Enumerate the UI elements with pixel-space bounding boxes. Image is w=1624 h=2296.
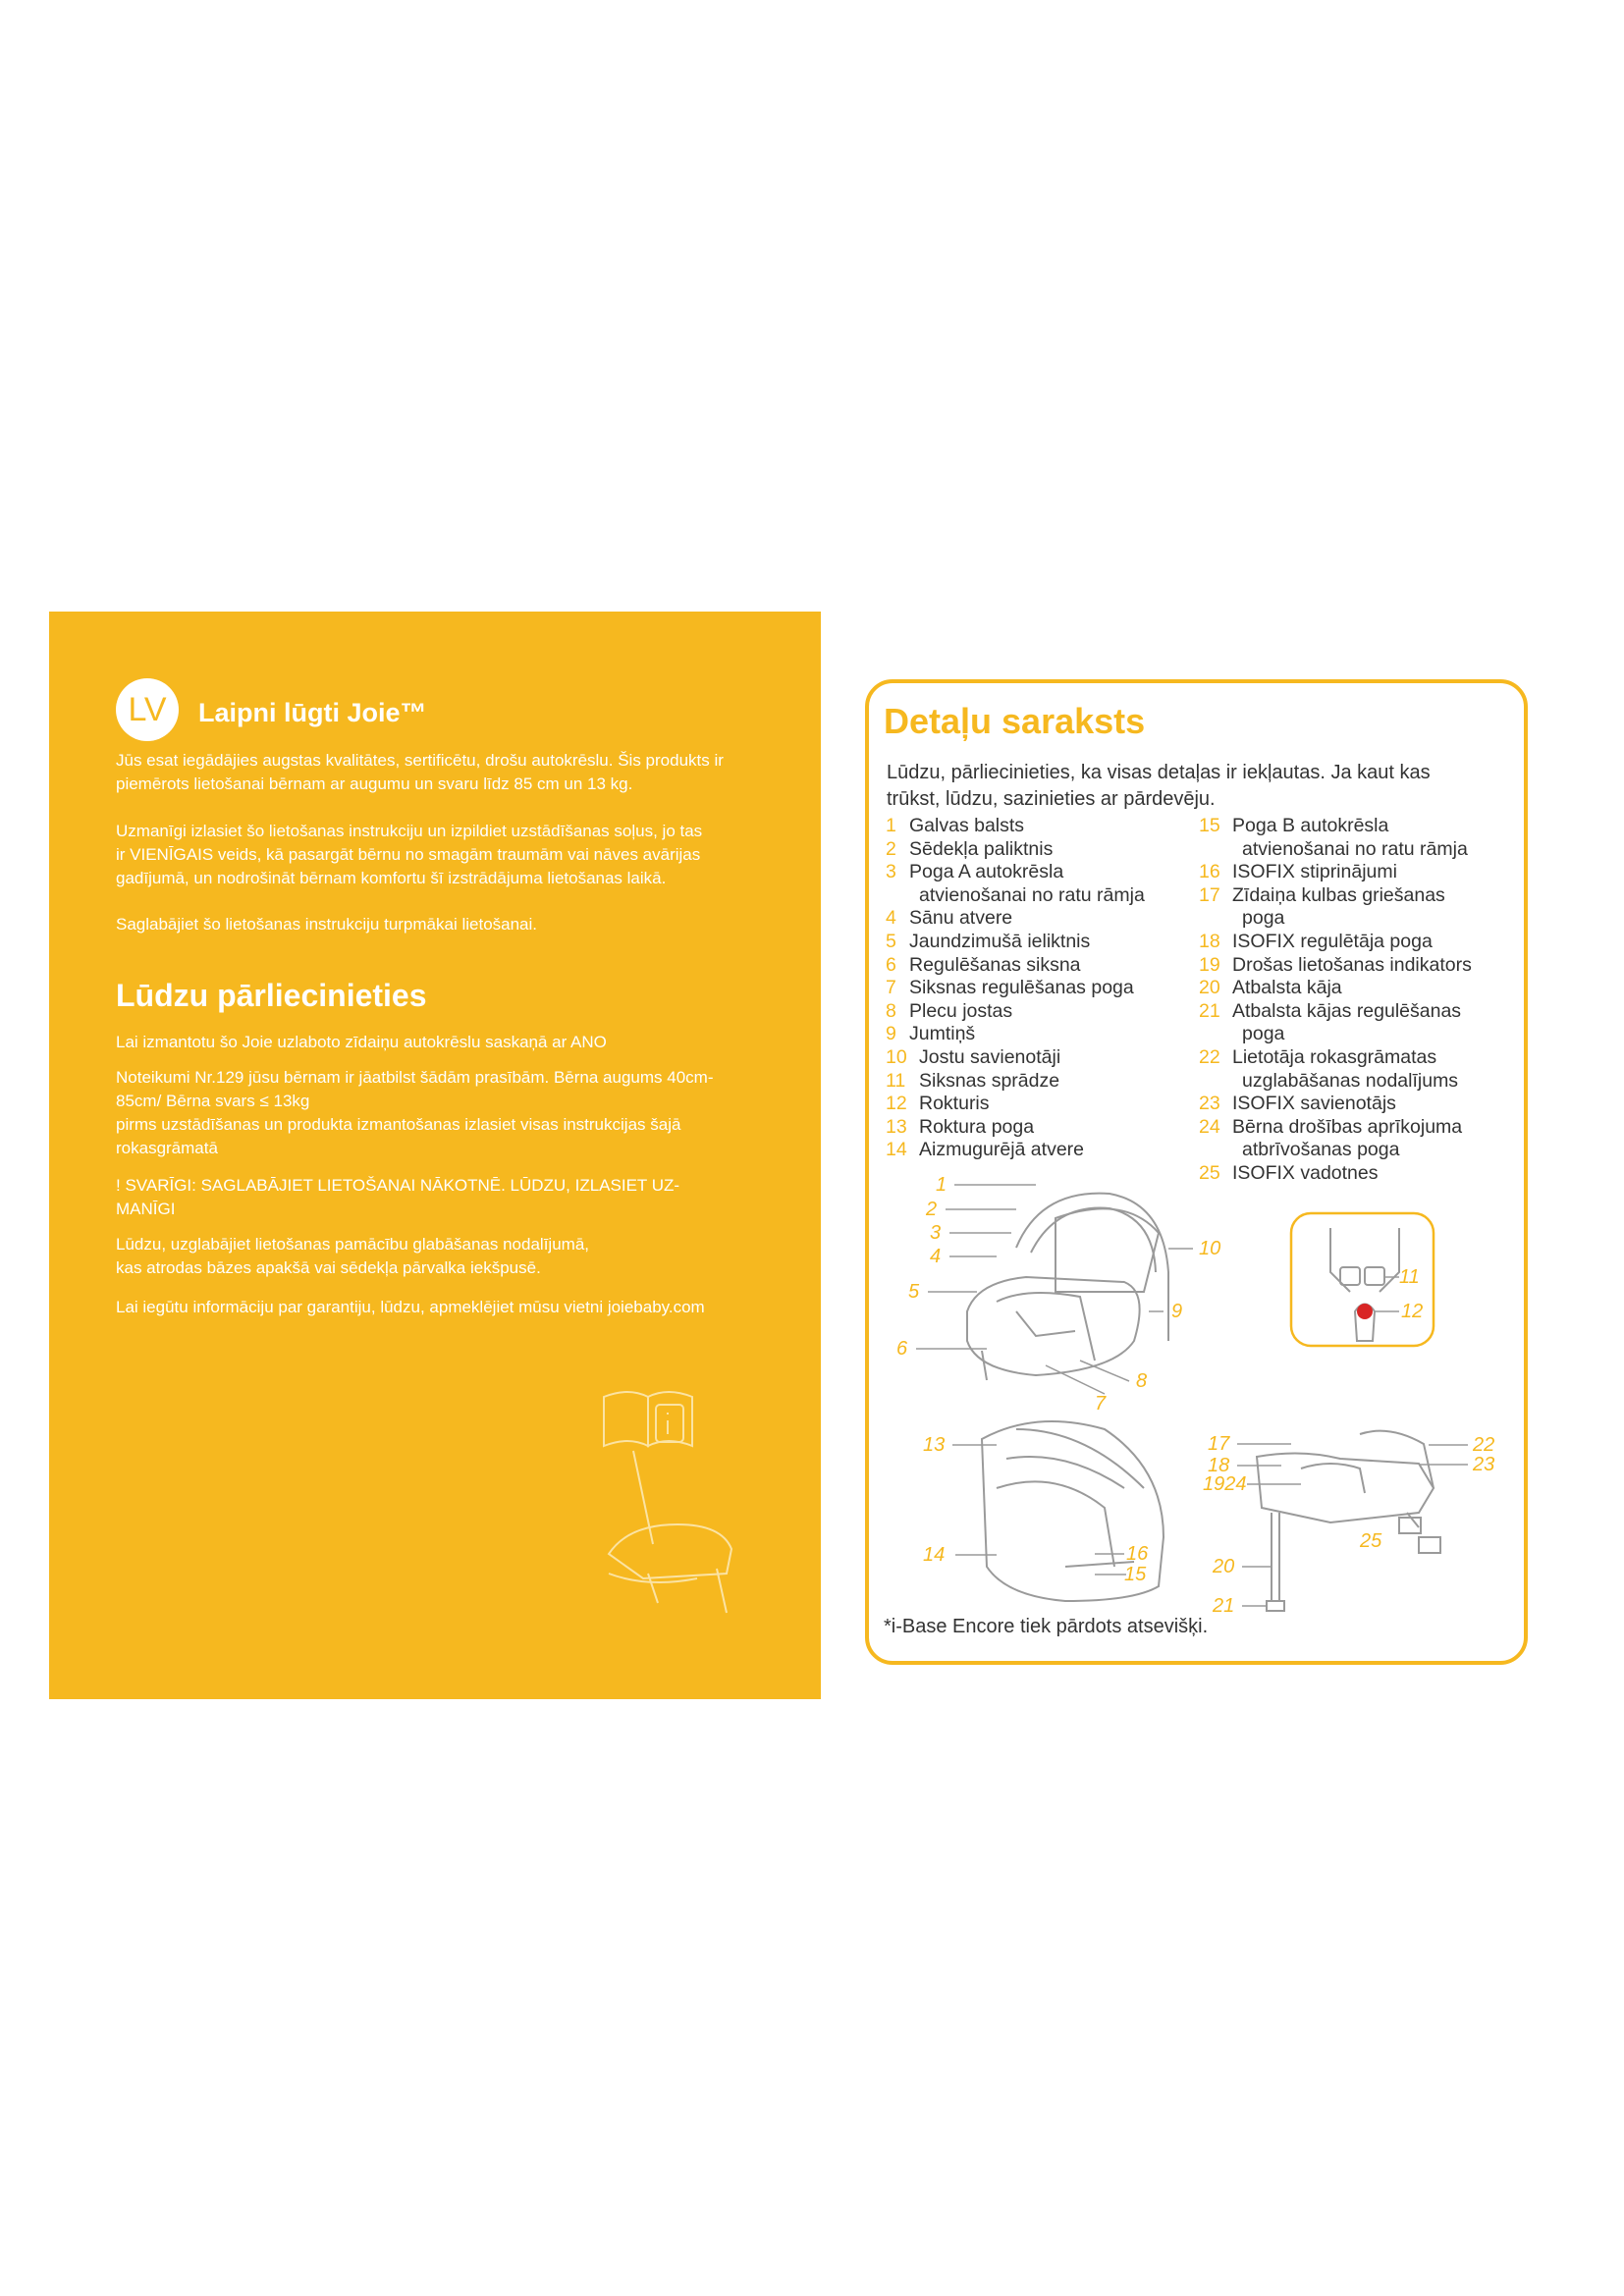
part-number: 1 — [886, 815, 896, 836]
part-number: 15 — [1199, 815, 1220, 836]
callout-label: 7 — [1095, 1393, 1107, 1415]
instructions-line-1: Uzmanīgi izlasiet šo lietošanas instrukciju un izpildiet uzstādīšanas soļus, jo tas — [116, 822, 703, 840]
part-label-continued: atvienošanai no ratu rāmja — [1242, 837, 1468, 860]
intro-line-2: piemērots lietošanai bērnam ar augumu un svaru līdz 85 cm un 13 kg. — [116, 774, 633, 793]
part-number: 13 — [886, 1115, 907, 1138]
part-number: 20 — [1199, 977, 1220, 999]
rules-line-1: Noteikumi Nr.129 jūsu bērnam ir jāatbilst šādām prasībām. Bērna augums 40cm- — [116, 1068, 714, 1087]
storage-line-2: kas atrodas bāzes apakšā vai sēdekļa pārvalka iekšpusē. — [116, 1258, 541, 1277]
callout-label: 15 — [1124, 1564, 1147, 1585]
parts-list-title: Detaļu saraksts — [884, 701, 1146, 741]
instructions-line-2: ir VIENĪGAIS veids, kā pasargāt bērnu no smagām traumām vai nāves avārijas — [116, 845, 701, 864]
callout-label: 20 — [1213, 1556, 1235, 1577]
callout-label: 11 — [1399, 1266, 1420, 1288]
part-label: Poga B autokrēsla — [1232, 815, 1389, 836]
part-number: 21 — [1199, 999, 1220, 1022]
parts-list-card — [865, 679, 1528, 1665]
callout-label: 1924 — [1203, 1473, 1247, 1495]
part-label: Aizmugurējā atvere — [919, 1139, 1084, 1161]
callout-label: 2 — [926, 1199, 938, 1220]
part-label: ISOFIX stiprinājumi — [1232, 861, 1397, 883]
important-line-2: MANĪGI — [116, 1200, 176, 1218]
part-number: 9 — [886, 1023, 896, 1045]
callout-label: 21 — [1213, 1595, 1235, 1617]
callout-label: 12 — [1401, 1301, 1424, 1322]
part-number: 4 — [886, 907, 896, 930]
part-number: 6 — [886, 953, 896, 976]
part-label: Lietotāja rokasgrāmatas — [1232, 1045, 1437, 1068]
part-label: Roktura poga — [919, 1115, 1035, 1138]
ano-text: Lai izmantotu šo Joie uzlaboto zīdaiņu autokrēslu saskaņā ar ANO — [116, 1033, 607, 1051]
part-label: ISOFIX vadotnes — [1232, 1161, 1379, 1184]
callout-label: 9 — [1171, 1301, 1183, 1322]
callout-labels-base — [1203, 1433, 1494, 1617]
intro-line-1: Jūs esat iegādājies augstas kvalitātes, sertificētu, drošu autokrēslu. Šis produkts ir — [116, 751, 724, 770]
part-number: 23 — [1199, 1093, 1220, 1115]
part-label: ISOFIX regulētāja poga — [1232, 930, 1433, 952]
callout-label: 25 — [1360, 1530, 1382, 1552]
part-label: Sānu atvere — [909, 907, 1013, 930]
rules-line-3: pirms uzstādīšanas un produkta izmantošanas izlasiet visas instrukcijas šajā — [116, 1115, 681, 1134]
part-number: 5 — [886, 930, 896, 952]
welcome-panel — [49, 612, 821, 1699]
part-label: Zīdaiņa kulbas griešanas — [1232, 883, 1445, 906]
save-instructions-text: Saglabājiet šo lietošanas instrukciju turpmākai lietošanai. — [116, 915, 538, 934]
isofix-base-drawing — [1257, 1431, 1434, 1611]
welcome-title: Laipni lūgti Joie™ — [198, 698, 427, 727]
part-label: Drošas lietošanas indikators — [1232, 953, 1472, 976]
part-label-continued: uzglabāšanas nodalījums — [1242, 1069, 1459, 1092]
part-label: Jostu savienotāji — [919, 1045, 1061, 1068]
callout-label: 14 — [923, 1544, 946, 1566]
part-number: 24 — [1199, 1115, 1220, 1138]
callout-label: 8 — [1136, 1370, 1148, 1392]
part-number: 22 — [1199, 1045, 1220, 1068]
part-number: 7 — [886, 977, 896, 999]
part-label: Siksnas regulēšanas poga — [909, 977, 1134, 999]
parts-intro-line-2: trūkst, lūdzu, sazinieties ar pārdevēju. — [887, 788, 1216, 810]
part-label: Jumtiņš — [909, 1023, 976, 1045]
part-label: Rokturis — [919, 1093, 990, 1115]
callout-label: 6 — [896, 1338, 908, 1360]
part-number: 18 — [1199, 930, 1220, 952]
part-number: 17 — [1199, 883, 1220, 906]
callout-label: 5 — [908, 1281, 920, 1303]
callout-label: 18 — [1208, 1455, 1230, 1476]
part-label: Poga A autokrēsla — [909, 861, 1064, 883]
part-label: Atbalsta kājas regulēšanas — [1232, 999, 1462, 1022]
part-number: 19 — [1199, 953, 1220, 976]
part-label-continued: poga — [1242, 1023, 1285, 1045]
part-label: Jaundzimušā ieliktnis — [909, 930, 1091, 952]
part-number: 3 — [886, 861, 896, 883]
warranty-text: Lai iegūtu informāciju par garantiju, lūdzu, apmeklējiet mūsu vietni joiebaby.com — [116, 1298, 705, 1316]
rules-line-2: 85cm/ Bērna svars ≤ 13kg — [116, 1092, 310, 1110]
part-label: ISOFIX savienotājs — [1232, 1093, 1396, 1115]
part-label-continued: atvienošanai no ratu rāmja — [919, 883, 1145, 906]
language-badge: LV — [116, 678, 179, 741]
callout-labels-buckle — [1399, 1266, 1423, 1322]
important-line-1: ! SVARĪGI: SAGLABĀJIET LIETOŠANAI NĀKOTNĒ. LŪDZU, IZLASIET UZ- — [116, 1176, 680, 1195]
part-number: 11 — [886, 1069, 906, 1092]
isofix-guides-drawing — [1399, 1518, 1440, 1553]
part-number: 10 — [886, 1045, 907, 1068]
part-number: 14 — [886, 1139, 907, 1161]
callout-label: 10 — [1199, 1238, 1221, 1259]
manual-storage-illustration — [550, 1377, 815, 1632]
callout-label: 17 — [1208, 1433, 1230, 1455]
rules-line-4: rokasgrāmatā — [116, 1139, 218, 1157]
parts-intro-line-1: Lūdzu, pārliecinieties, ka visas detaļas ir iekļautas. Ja kaut kas — [887, 762, 1431, 783]
part-number: 16 — [1199, 861, 1220, 883]
part-label: Atbalsta kāja — [1232, 977, 1342, 999]
callout-label: 1 — [936, 1174, 947, 1196]
part-label: Galvas balsts — [909, 815, 1025, 836]
car-seat-front-drawing — [967, 1194, 1168, 1380]
callout-label: 3 — [930, 1222, 942, 1244]
part-number: 2 — [886, 837, 896, 860]
part-label-continued: poga — [1242, 907, 1285, 930]
callout-label: 23 — [1473, 1454, 1495, 1475]
storage-line-1: Lūdzu, uzglabājiet lietošanas pamācību glabāšanas nodalījumā, — [116, 1235, 589, 1254]
part-number: 25 — [1199, 1161, 1220, 1184]
part-label: Siksnas sprādze — [919, 1069, 1060, 1092]
part-label-continued: atbrīvošanas poga — [1242, 1139, 1400, 1161]
callout-label: 22 — [1473, 1434, 1495, 1456]
part-label: Plecu jostas — [909, 999, 1013, 1022]
part-label: Sēdekļa paliktnis — [909, 837, 1054, 860]
part-label: Regulēšanas siksna — [909, 953, 1081, 976]
section-title: Lūdzu pārliecinieties — [116, 978, 427, 1013]
parts-diagrams — [869, 683, 1524, 1661]
callout-label: 16 — [1126, 1543, 1149, 1565]
callout-label: 13 — [923, 1434, 946, 1456]
base-sold-separately-note: *i-Base Encore tiek pārdots atsevišķi. — [884, 1616, 1209, 1637]
part-number: 8 — [886, 999, 896, 1022]
part-number: 12 — [886, 1093, 907, 1115]
instructions-line-3: gadījumā, un nodrošināt bērnam komfortu šī izstrādājuma lietošanas laikā. — [116, 869, 667, 887]
part-label: Bērna drošības aprīkojuma — [1232, 1115, 1463, 1138]
callout-label: 4 — [930, 1246, 942, 1267]
